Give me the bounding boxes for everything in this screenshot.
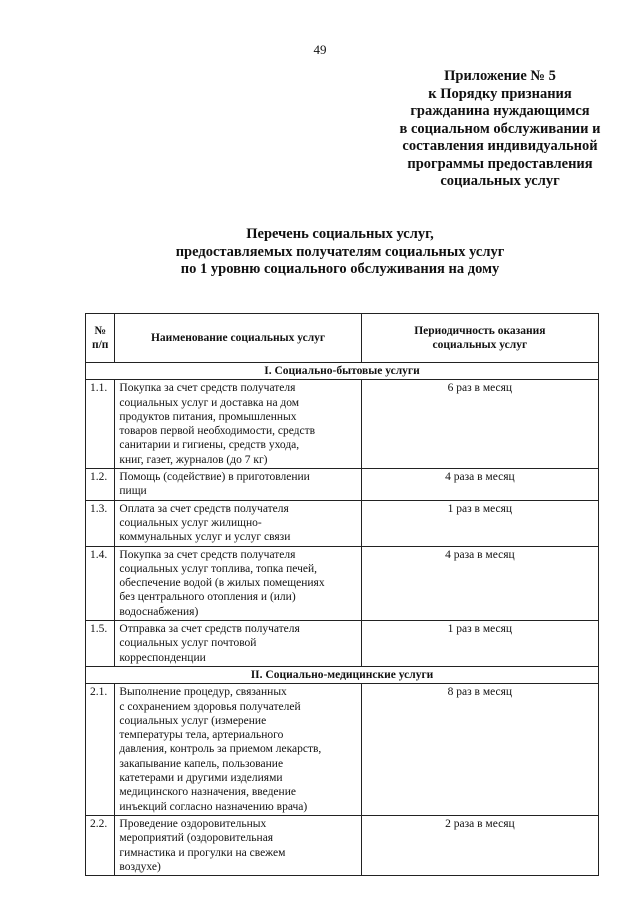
services-table	[85, 313, 599, 876]
service-name-line: санитарии и гигиены, средств ухода,	[119, 439, 300, 452]
table-row	[86, 500, 599, 546]
header-frequency-line: социальных услуг	[432, 339, 528, 351]
appendix-line: в социальном обслуживании и	[399, 120, 601, 137]
service-name-line: мероприятий (оздоровительная	[119, 832, 274, 845]
service-name-line: книг, газет, журналов (до 7 кг)	[119, 453, 268, 466]
service-frequency: 4 раза в месяц	[361, 469, 598, 501]
section-title: II. Социально-медицинские услуги	[86, 666, 599, 683]
service-name-line: гимнастика и прогулки на свежем	[119, 846, 286, 859]
row-number: 1.2.	[86, 469, 115, 501]
service-name	[115, 500, 361, 546]
service-frequency: 1 раз в месяц	[361, 500, 598, 546]
row-number: 1.3.	[86, 500, 115, 546]
service-name-line: без центрального отопления и (или)	[119, 591, 296, 604]
service-frequency: 2 раза в месяц	[361, 815, 598, 875]
row-number: 1.4.	[86, 546, 115, 620]
document-title	[90, 226, 590, 279]
service-frequency: 1 раз в месяц	[361, 621, 598, 667]
service-name-line: закапывание капель, пользование	[119, 757, 284, 770]
service-name-line: инъекций согласно назначению врача)	[119, 800, 308, 813]
header-number-line: п/п	[91, 339, 109, 351]
service-name-line: катетерами и другими изделиями	[119, 772, 283, 785]
service-name-line: медицинского назначения, введение	[119, 786, 296, 799]
section-row	[86, 666, 599, 683]
service-name-line: воздухе)	[119, 860, 161, 873]
appendix-line: составления индивидуальной	[402, 138, 598, 154]
row-number: 1.1.	[86, 380, 115, 469]
table-header-row	[86, 314, 599, 363]
section-row	[86, 363, 599, 380]
service-name-line: Помощь (содействие) в приготовлении	[119, 471, 310, 484]
service-name-line: Оплата за счет средств получателя	[119, 502, 289, 515]
title-line: Перечень социальных услуг,	[246, 226, 434, 242]
service-name	[115, 684, 361, 816]
table-row	[86, 469, 599, 501]
row-number: 2.2.	[86, 815, 115, 875]
service-name-line: Покупка за счет средств получателя	[119, 382, 296, 395]
header-frequency	[361, 314, 598, 363]
service-name-line: пищи	[119, 485, 147, 498]
header-number	[86, 314, 115, 363]
row-number: 2.1.	[86, 684, 115, 816]
appendix-line: социальных услуг	[440, 173, 560, 189]
service-name-line: Выполнение процедур, связанных	[119, 686, 287, 699]
appendix-header	[360, 68, 640, 191]
table-row	[86, 815, 599, 875]
page-number: 49	[313, 42, 327, 57]
service-name	[115, 469, 361, 501]
service-name-line: давления, контроль за приемом лекарств,	[119, 743, 322, 756]
service-name	[115, 380, 361, 469]
table-row	[86, 621, 599, 667]
title-line: по 1 уровню социального обслуживания на дому	[180, 261, 500, 277]
section-title: I. Социально-бытовые услуги	[86, 363, 599, 380]
title-line: предоставляемых получателям социальных услуг	[175, 243, 505, 260]
service-name-line: социальных услуг и доставка на дом	[119, 396, 300, 409]
service-name-line: Проведение оздоровительных	[119, 817, 267, 830]
service-name-line: с сохранением здоровья получателей	[119, 700, 301, 713]
service-name-line: Покупка за счет средств получателя	[119, 548, 296, 561]
appendix-line: гражданина нуждающимся	[410, 103, 590, 119]
service-frequency: 6 раз в месяц	[361, 380, 598, 469]
table-row	[86, 684, 599, 816]
service-frequency: 8 раз в месяц	[361, 684, 598, 816]
service-name-line: социальных услуг почтовой	[119, 637, 257, 650]
service-name-line: корреспонденции	[119, 651, 206, 664]
service-name-line: обеспечение водой (в жилых помещениях	[119, 577, 325, 590]
service-name	[115, 621, 361, 667]
service-name	[115, 815, 361, 875]
header-number-line: №	[94, 325, 106, 337]
appendix-line: Приложение № 5	[444, 68, 556, 84]
service-name-line: товаров первой необходимости, средств	[119, 425, 316, 438]
service-name-line: температуры тела, артериального	[119, 729, 284, 742]
table-row	[86, 546, 599, 620]
service-name-line: водоснабжения)	[119, 605, 199, 618]
service-name-line: социальных услуг (измерение	[119, 714, 267, 727]
table-row	[86, 380, 599, 469]
service-name	[115, 546, 361, 620]
row-number: 1.5.	[86, 621, 115, 667]
service-name-line: Отправка за счет средств получателя	[119, 623, 300, 636]
service-name-line: коммунальных услуг и услуг связи	[119, 531, 291, 544]
appendix-line: к Порядку признания	[428, 85, 572, 102]
service-name-line: продуктов питания, промышленных	[119, 410, 297, 423]
service-frequency: 4 раза в месяц	[361, 546, 598, 620]
service-name-line: социальных услуг топлива, топка печей,	[119, 562, 318, 575]
appendix-line: программы предоставления	[407, 155, 593, 172]
service-name-line: социальных услуг жилищно-	[119, 516, 262, 529]
header-frequency-line: Периодичность оказания	[414, 324, 546, 337]
header-name: Наименование социальных услуг	[115, 314, 361, 363]
